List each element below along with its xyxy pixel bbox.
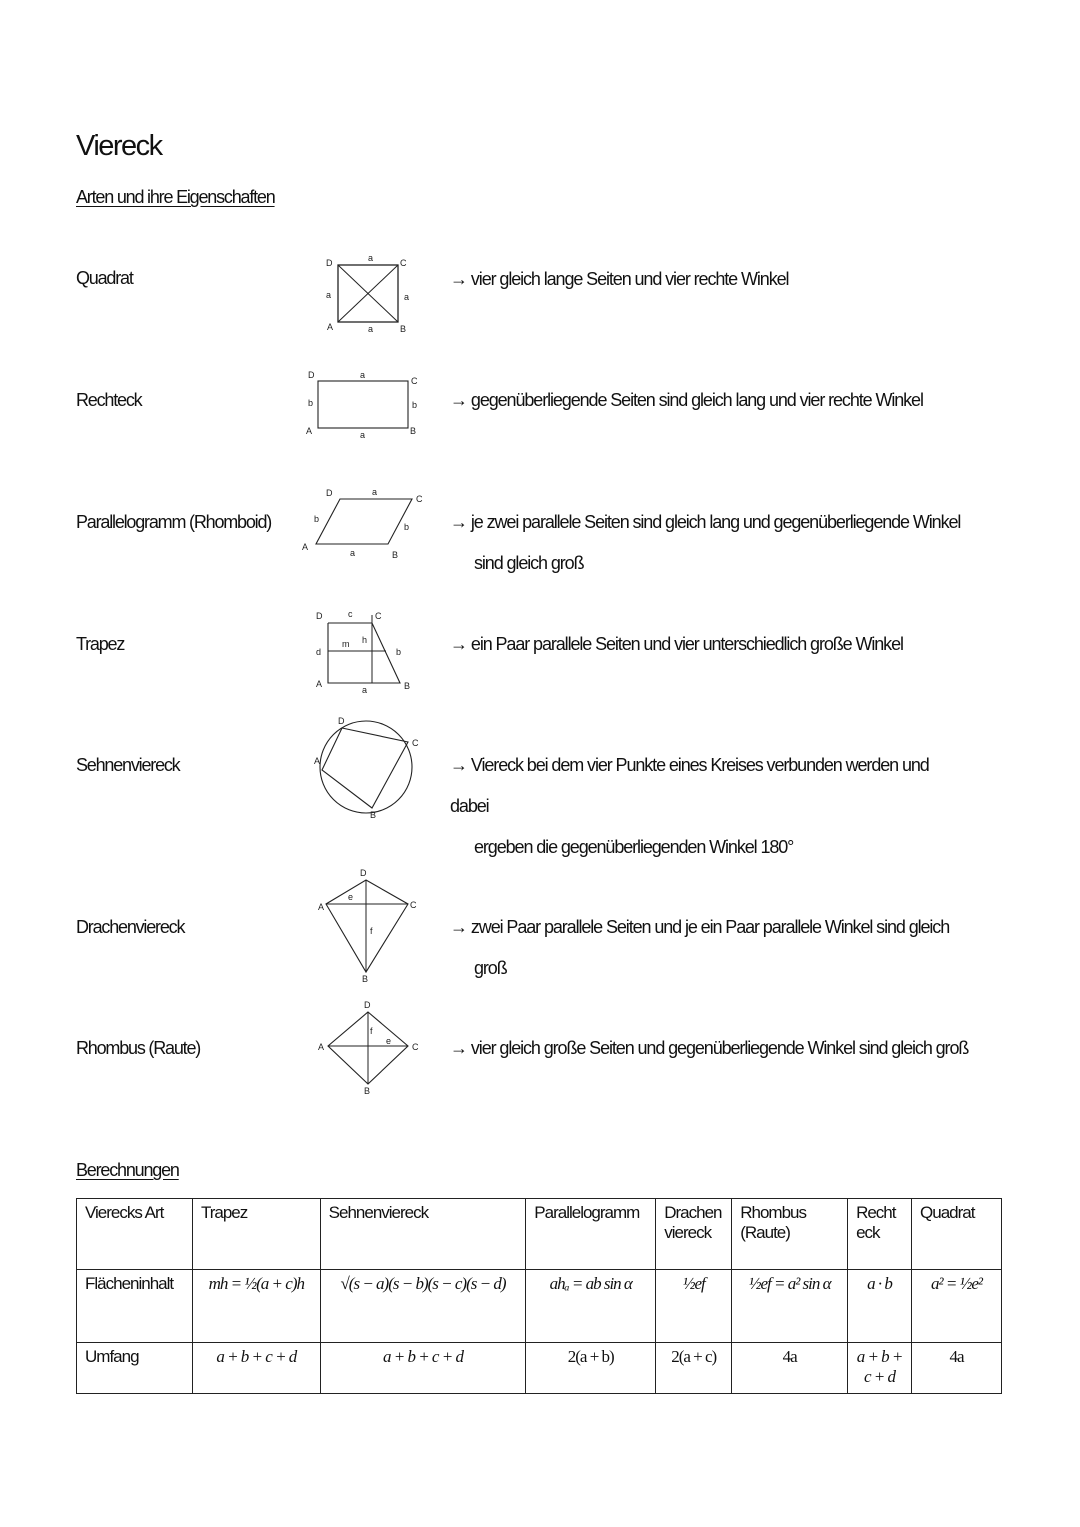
shape-name-rechteck: Rechteck bbox=[76, 390, 142, 410]
shape-desc-rechteck: → gegenüberliegende Seiten sind gleich lang und vier rechte Winkel bbox=[450, 390, 923, 410]
shape-desc-trapez: → ein Paar parallele Seiten und vier unterschiedlich große Winkel bbox=[450, 634, 903, 654]
svg-text:a: a bbox=[368, 324, 374, 334]
shape-desc-quadrat: → vier gleich lange Seiten und vier rechte Winkel bbox=[450, 269, 789, 289]
svg-text:C: C bbox=[400, 258, 407, 268]
svg-text:a: a bbox=[360, 430, 366, 438]
svg-text:B: B bbox=[392, 550, 399, 560]
svg-text:a: a bbox=[368, 253, 374, 263]
shape-name-rhombus: Rhombus (Raute) bbox=[76, 1038, 201, 1058]
svg-text:D: D bbox=[326, 488, 333, 498]
rhombus-sketch-icon bbox=[300, 1000, 430, 1096]
svg-text:b: b bbox=[396, 647, 402, 657]
svg-text:C: C bbox=[375, 611, 382, 621]
header-cell: Trapez bbox=[192, 1199, 320, 1270]
svg-text:a: a bbox=[350, 548, 356, 558]
svg-text:e: e bbox=[348, 892, 354, 902]
svg-text:D: D bbox=[316, 611, 323, 621]
svg-text:D: D bbox=[308, 370, 315, 380]
shape-name-drachenviereck: Drachenviereck bbox=[76, 917, 185, 937]
header-cell: Recht eck bbox=[848, 1199, 912, 1270]
header-cell: Vierecks Art bbox=[77, 1199, 193, 1270]
svg-text:D: D bbox=[360, 868, 367, 878]
drachenviereck-sketch-icon bbox=[300, 864, 430, 984]
svg-text:b: b bbox=[314, 514, 320, 524]
svg-text:B: B bbox=[364, 1086, 371, 1096]
formula-cell: a + b + c + d bbox=[192, 1343, 320, 1394]
shape-name-quadrat: Quadrat bbox=[76, 268, 133, 288]
svg-text:B: B bbox=[362, 974, 369, 984]
svg-text:C: C bbox=[410, 900, 417, 910]
header-cell: Parallelogramm bbox=[526, 1199, 656, 1270]
shape-desc-rhombus: → vier gleich große Seiten und gegenüberliegende Winkel sind gleich groß bbox=[450, 1038, 969, 1058]
formula-cell: a · b bbox=[848, 1270, 912, 1343]
svg-text:A: A bbox=[314, 756, 321, 766]
header-cell: Sehnenviereck bbox=[320, 1199, 526, 1270]
formula-cell: ahₐ = ab sin α bbox=[526, 1270, 656, 1343]
formula-cell: mh = ½(a + c)h bbox=[192, 1270, 320, 1343]
formula-cell: a + b + c + d bbox=[848, 1343, 912, 1394]
svg-text:A: A bbox=[318, 902, 325, 912]
formula-cell: 2(a + b) bbox=[526, 1343, 656, 1394]
quadrat-sketch-icon bbox=[300, 252, 430, 338]
svg-text:A: A bbox=[327, 322, 334, 332]
svg-text:f: f bbox=[370, 926, 373, 936]
svg-text:d: d bbox=[316, 647, 322, 657]
svg-text:D: D bbox=[326, 258, 333, 268]
svg-text:b: b bbox=[308, 398, 314, 408]
row-label: Umfang bbox=[77, 1343, 193, 1394]
formula-cell: a + b + c + d bbox=[320, 1343, 526, 1394]
svg-text:a: a bbox=[326, 290, 332, 300]
svg-text:a: a bbox=[372, 487, 378, 497]
svg-text:m: m bbox=[342, 639, 350, 649]
svg-text:B: B bbox=[404, 681, 411, 691]
page-title: Viereck bbox=[76, 130, 162, 162]
header-cell: Quadrat bbox=[912, 1199, 1002, 1270]
svg-text:A: A bbox=[318, 1042, 325, 1052]
shape-desc-drachenviereck: → zwei Paar parallele Seiten und je ein Paar parallele Winkel sind gleich groß bbox=[450, 917, 950, 978]
formula-cell: a² = ½e² bbox=[912, 1270, 1002, 1343]
rechteck-sketch-icon bbox=[300, 368, 430, 438]
svg-text:C: C bbox=[416, 494, 423, 504]
formula-cell: ½ef = a² sin α bbox=[732, 1270, 848, 1343]
svg-text:c: c bbox=[348, 609, 353, 619]
svg-text:D: D bbox=[364, 1000, 371, 1010]
svg-text:C: C bbox=[412, 738, 419, 748]
section-heading-calc: Berechnungen bbox=[76, 1160, 179, 1180]
svg-text:D: D bbox=[338, 716, 345, 726]
svg-text:A: A bbox=[302, 542, 309, 552]
svg-text:a: a bbox=[360, 370, 366, 380]
svg-text:h: h bbox=[362, 635, 368, 645]
svg-text:e: e bbox=[386, 1036, 392, 1046]
svg-text:b: b bbox=[412, 400, 418, 410]
parallelogramm-sketch-icon bbox=[300, 484, 430, 564]
svg-text:A: A bbox=[316, 679, 323, 689]
shape-desc-sehnenviereck: → Viereck bei dem vier Punkte eines Kreises verbunden werden und dabei ergeben die gegenüberliegenden Winkel 180° bbox=[450, 755, 929, 857]
shape-name-sehnenviereck: Sehnenviereck bbox=[76, 755, 180, 775]
formula-cell: 4a bbox=[732, 1343, 848, 1394]
trapez-sketch-icon bbox=[300, 605, 430, 693]
svg-text:a: a bbox=[362, 685, 368, 693]
row-label: Flächeninhalt bbox=[77, 1270, 193, 1343]
formula-cell: √(s − a)(s − b)(s − c)(s − d) bbox=[320, 1270, 526, 1343]
sehnenviereck-sketch-icon bbox=[300, 712, 430, 822]
svg-text:f: f bbox=[370, 1026, 373, 1036]
calculation-table bbox=[76, 1198, 1002, 1394]
table-header-row bbox=[77, 1199, 1002, 1270]
header-cell: Rhombus (Raute) bbox=[732, 1199, 848, 1270]
svg-text:b: b bbox=[404, 522, 410, 532]
svg-text:B: B bbox=[410, 426, 417, 436]
svg-text:C: C bbox=[411, 376, 418, 386]
formula-cell: ½ef bbox=[656, 1270, 732, 1343]
shape-desc-parallelogramm: → je zwei parallele Seiten sind gleich lang und gegenüberliegende Winkel sind gleich groß bbox=[450, 512, 961, 573]
formula-cell: 4a bbox=[912, 1343, 1002, 1394]
header-cell: Drachen viereck bbox=[656, 1199, 732, 1270]
svg-text:a: a bbox=[404, 292, 410, 302]
section-heading-types: Arten und ihre Eigenschaften bbox=[76, 187, 275, 207]
svg-text:B: B bbox=[400, 324, 407, 334]
table-row-area bbox=[77, 1270, 1002, 1343]
table-row-perimeter bbox=[77, 1343, 1002, 1394]
svg-text:C: C bbox=[412, 1042, 419, 1052]
shape-name-trapez: Trapez bbox=[76, 634, 125, 654]
svg-text:A: A bbox=[306, 426, 313, 436]
shape-name-parallelogramm: Parallelogramm (Rhomboid) bbox=[76, 512, 272, 532]
svg-text:B: B bbox=[370, 810, 377, 820]
formula-cell: 2(a + c) bbox=[656, 1343, 732, 1394]
